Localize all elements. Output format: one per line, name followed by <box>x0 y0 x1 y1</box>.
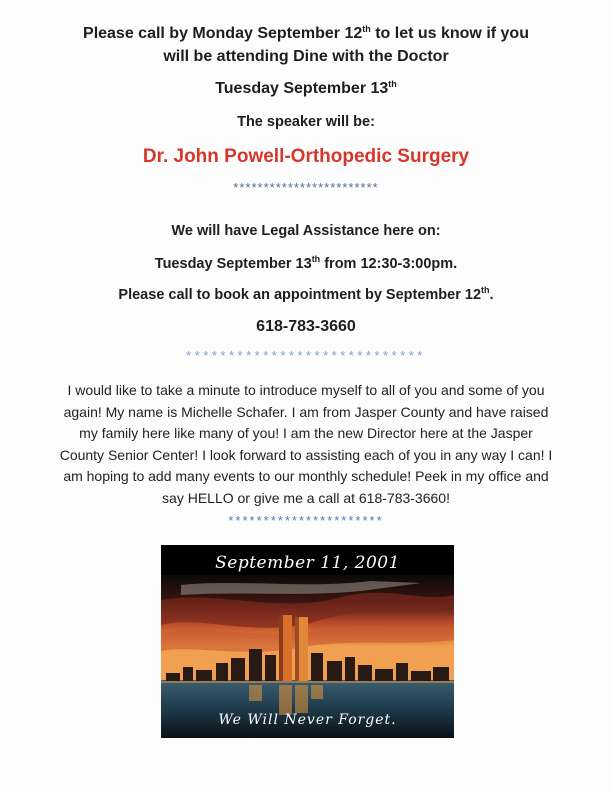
photo-caption: We Will Never Forget. <box>218 712 397 728</box>
call-notice-line1-end: to let us know if you <box>370 25 529 42</box>
star-divider: ************************ <box>233 180 379 195</box>
legal-booking-text: Please call to book an appointment by September 12 <box>118 287 482 303</box>
superscript: th <box>311 254 321 264</box>
intro-line: County Senior Center! I look forward to assisting each of you in any way I can! I <box>59 446 553 463</box>
speaker-name: Dr. John Powell-Orthopedic Surgery <box>142 146 470 167</box>
skyline-picture <box>161 545 454 738</box>
legal-booking-end: . <box>489 287 494 303</box>
memorial-photo <box>161 545 454 738</box>
call-notice-line2: will be attending Dine with the Doctor <box>163 48 449 65</box>
superscript: th <box>481 285 490 295</box>
legal-date <box>0 256 612 272</box>
star-divider: ********************** <box>228 513 384 528</box>
legal-date-text: Tuesday September 13 <box>154 256 312 272</box>
superscript: th <box>362 24 371 34</box>
call-notice <box>0 22 612 68</box>
intro-line: my family here like many of you! I am the new Director here at the Jasper <box>79 425 533 441</box>
event-date <box>0 80 612 98</box>
event-date-text: Tuesday September 13 <box>215 80 389 97</box>
intro-line: I would like to take a minute to introduce myself to all of you and some of you <box>67 382 545 398</box>
speaker-label: The speaker will be: <box>237 114 375 130</box>
legal-heading: We will have Legal Assistance here on: <box>171 223 441 239</box>
superscript: th <box>388 79 397 89</box>
legal-time-text: from 12:30-3:00pm. <box>320 256 458 272</box>
phone-number: 618-783-3660 <box>256 318 356 335</box>
call-notice-line1: Please call by Monday September 12 <box>83 25 363 42</box>
director-introduction <box>30 380 582 509</box>
intro-line: say HELLO or give me a call at 618-783-3660! <box>162 489 450 506</box>
legal-booking <box>0 287 612 303</box>
intro-line: again! My name is Michelle Schafer. I am from Jasper County and have raised <box>63 403 549 420</box>
intro-line: am hoping to add many events to our monthly schedule! Peek in my office and <box>63 468 549 484</box>
star-divider: **************************** <box>186 348 426 363</box>
photo-title: September 11, 2001 <box>215 553 400 573</box>
